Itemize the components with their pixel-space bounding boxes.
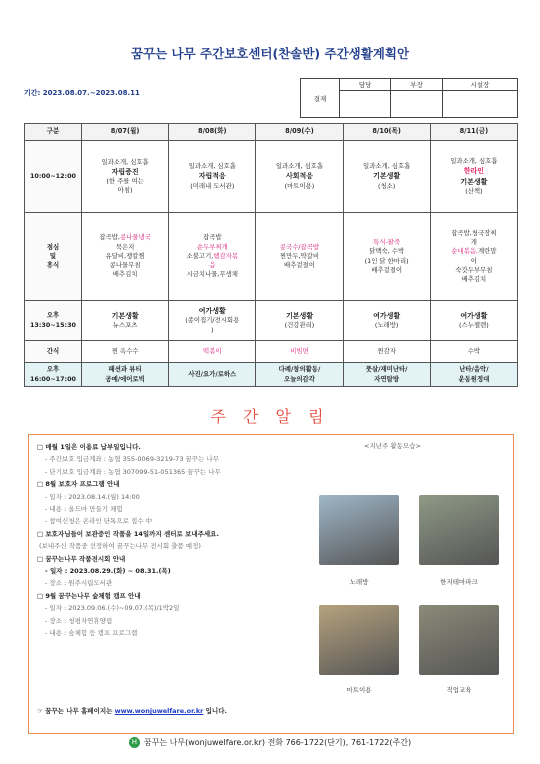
- center-logo-icon: H: [129, 737, 140, 748]
- notice-detail: - 주간보호 입금계좌 : 농협 355-0069-3219-73 꿈꾸는 나무: [45, 455, 219, 464]
- cell-line: 소불고기,: [186, 251, 214, 260]
- cell-line: 콩나물냉국: [119, 233, 151, 242]
- schedule-cell: [430, 213, 517, 301]
- homepage-line: [37, 705, 327, 717]
- schedule-cell: 수박: [430, 341, 517, 363]
- cell-line: 뉴스포츠: [112, 320, 138, 329]
- morning-row: [25, 141, 518, 213]
- notice-detail: - 장소 : 청평자연휴양림: [45, 616, 113, 625]
- cell-line: 아침): [117, 186, 133, 195]
- notice-detail: - 단기보호 입금계좌 : 농협 307099-51-051365 꿈꾸는 나무: [45, 467, 221, 476]
- cell-line: 16:00~17:00: [29, 374, 77, 383]
- cell-line: 일과소개, 심호흡: [363, 162, 411, 171]
- cell-line: 순대볶음,: [451, 247, 478, 256]
- notice-detail: (보내주신 작품중 선정하여 꿈꾸는나무 전시회 출품 예정): [39, 542, 201, 551]
- footer-text: 꿈꾸는 나무(wonjuwelfare.or.kr) 전화 766-1722(단기), 761-1722(주간): [143, 738, 412, 747]
- schedule-cell: [82, 301, 169, 341]
- photo-caption: 한지테마파크: [440, 578, 478, 586]
- header-cell: 8/09(수): [256, 124, 343, 141]
- notice-heading: □ 꿈꾸는나무 작품전시회 안내: [37, 554, 126, 563]
- approval-label: 결재: [301, 79, 340, 118]
- notice-detail: - 참여신청은 온라인 단톡으로 접수 中: [45, 517, 153, 526]
- schedule-cell: [82, 363, 169, 387]
- notice-detail: - 일자 : 2023.08.14.(월) 14:00: [45, 492, 140, 501]
- cell-line: 여가생활: [460, 311, 488, 320]
- approval-sign: [391, 91, 442, 118]
- notice-detail: - 장소 : 원주시립도서관: [45, 579, 113, 588]
- cell-line: 잡곡밥: [203, 233, 222, 242]
- activity-photo: [419, 495, 499, 565]
- snack-row: [25, 341, 518, 363]
- cell-line: 다례/창의활동/: [278, 365, 321, 374]
- cell-line: 풋살/재미난타/: [365, 365, 408, 374]
- cell-line: 일과소개, 심호흡: [275, 162, 324, 171]
- notice-title: 주 간 알 림: [210, 407, 330, 426]
- schedule-cell: [430, 301, 517, 341]
- cell-line: 숙갓두부무침: [455, 265, 493, 274]
- cell-line: 콩나물무침: [109, 261, 141, 270]
- approval-box: [300, 78, 518, 118]
- approval-sign: [442, 91, 517, 118]
- cell-line: 배추겉절이: [284, 261, 315, 270]
- cell-line: 공예/에어로빅: [105, 374, 145, 383]
- notice-heading: □ 8월 보호자 프로그램 안내: [37, 480, 120, 489]
- lunch-row: [25, 213, 518, 301]
- cell-line: 기본생활: [285, 311, 313, 320]
- notice-heading: □ 보호자님들이 보관중인 작품을 14일까지 센터로 보내주세요.: [37, 529, 219, 538]
- notice-detail: - 내용 : 올드마 만들기 체험: [45, 505, 123, 514]
- cell-line: 난타/음악/: [459, 365, 489, 374]
- cell-line: 오후: [46, 311, 60, 320]
- notice-list: [37, 441, 327, 640]
- approval-role: 부장: [391, 79, 442, 91]
- cell-line: 기본생활: [111, 311, 139, 320]
- cell-line: 계란말: [477, 247, 497, 256]
- cell-line: 13:30~15:30: [29, 320, 77, 329]
- cell-line: 자립증진: [111, 167, 139, 176]
- schedule-cell: [82, 141, 169, 213]
- cell-line: (청소): [377, 181, 396, 190]
- cell-line: (마트이용): [284, 181, 315, 190]
- cell-line: 및: [49, 251, 57, 260]
- cell-line: (산책): [465, 186, 483, 195]
- cell-line: (노래방): [374, 320, 399, 329]
- schedule-cell: [256, 141, 343, 213]
- header-cell: 8/10(목): [343, 124, 430, 141]
- cell-line: 운동원정대: [458, 374, 490, 383]
- schedule-cell: [82, 213, 169, 301]
- header-cell: 8/08(화): [169, 124, 256, 141]
- row-label: 10:00~12:00: [25, 141, 82, 213]
- cell-line: 자연탐방: [374, 374, 399, 383]
- header-cell: 8/11(금): [430, 124, 517, 141]
- header-cell: 구분: [25, 124, 82, 141]
- approval-role: 시설장: [442, 79, 517, 91]
- cell-line: 개: [470, 237, 477, 246]
- cell-line: 배추김치: [112, 270, 138, 279]
- activity-photo: [319, 495, 399, 565]
- schedule-cell: [343, 213, 430, 301]
- period-label: 기간: 2023.08.07.~2023.08.11: [24, 89, 140, 97]
- photo-caption: 노래방: [349, 578, 369, 586]
- homepage-link[interactable]: www.wonjuwelfare.or.kr: [114, 707, 204, 715]
- photo-caption: 마트이용: [346, 686, 372, 694]
- cell-line: 잡곡밥,: [99, 233, 120, 242]
- notice-heading: □ 9월 꿈꾸는나무 숲체험 캠프 안내: [37, 591, 141, 600]
- schedule-cell: 떡볶이: [169, 341, 256, 363]
- activity-photo: [419, 605, 499, 675]
- cell-line: 유달비,쟁칼찜: [105, 251, 145, 260]
- cell-line: 점심: [46, 242, 60, 251]
- homepage-suffix: 입니다.: [203, 707, 227, 715]
- cell-line: 자립적응: [198, 172, 226, 181]
- row-label: [25, 301, 82, 341]
- schedule-cell: [169, 301, 256, 341]
- cell-line: 콩국수/잡곡밥: [279, 242, 320, 251]
- cell-line: (1인 닭 한마리): [364, 256, 409, 265]
- notice-detail: - 일자 : 2023.08.29.(화) ~ 08.31.(목): [45, 567, 171, 576]
- cell-line: 기본생활: [460, 177, 488, 186]
- schedule-cell: [430, 141, 517, 213]
- activity-photo: [319, 605, 399, 675]
- row-label: [25, 363, 82, 387]
- cell-line: 한라인: [463, 167, 485, 176]
- cell-line: 오후: [46, 365, 60, 374]
- schedule-header-row: [25, 124, 518, 141]
- schedule-cell: [256, 213, 343, 301]
- cell-line: (한 주를 여는: [106, 176, 144, 185]
- notice-detail: - 일자 : 2023.09.06.(수)~09.07.(목)/1박2일: [45, 604, 180, 613]
- cell-line: 일과소개, 심호흡: [450, 157, 498, 166]
- cell-line: ): [211, 325, 214, 334]
- page-title: 꿈꾸는 나무 주간보호센터(찬솔반) 주간생활계획안: [130, 46, 410, 61]
- approval-sign: [340, 91, 391, 118]
- cell-line: 배추김치: [461, 275, 487, 284]
- schedule-cell: [430, 363, 517, 387]
- schedule-cell: 찐감자: [343, 341, 430, 363]
- cell-line: 패션과 뷰티: [108, 365, 142, 374]
- cell-line: (건강관리): [284, 320, 315, 329]
- notice-detail: - 내용 : 숲체험 등 캠프 프로그램: [45, 629, 138, 638]
- cell-line: 사진/요가/로하스: [188, 369, 237, 378]
- notice-box: [28, 434, 514, 734]
- cell-line: (종이접기/전시회용: [185, 316, 240, 325]
- approval-role: 담당: [340, 79, 391, 91]
- cell-line: 찐만두,약갈비: [279, 251, 319, 260]
- schedule-cell: [169, 363, 256, 387]
- cell-line: 햄감자볶: [213, 251, 238, 260]
- cell-line: 이: [470, 256, 477, 265]
- afternoon1-row: [25, 301, 518, 341]
- photo-caption: 직업교육: [446, 686, 472, 694]
- schedule-cell: [343, 301, 430, 341]
- cell-line: 음: [209, 261, 216, 270]
- cell-line: 순두부찌개: [196, 242, 228, 251]
- schedule-cell: [169, 141, 256, 213]
- schedule-cell: [256, 363, 343, 387]
- cell-line: (미래내 도서관): [190, 181, 235, 190]
- schedule-cell: [169, 213, 256, 301]
- footer: [0, 737, 540, 748]
- schedule-cell: [256, 301, 343, 341]
- cell-line: 기본생활: [373, 172, 401, 181]
- schedule-table: [24, 123, 518, 387]
- cell-line: 잡곡밥,청국장찌: [451, 228, 497, 237]
- cell-line: (스누젤렌): [459, 320, 489, 329]
- homepage-prefix: ☞ 꿈꾸는 나무 홈페이지는: [37, 707, 115, 715]
- schedule-cell: 비빔면: [256, 341, 343, 363]
- afternoon2-row: [25, 363, 518, 387]
- row-label: [25, 213, 82, 301]
- cell-line: 오늘의감각: [284, 374, 315, 383]
- cell-line: 휴식: [46, 261, 60, 270]
- cell-line: 사회적응: [285, 172, 313, 181]
- header-cell: 8/07(월): [82, 124, 169, 141]
- cell-line: 배추겉절이: [371, 265, 403, 274]
- schedule-cell: 찐 옥수수: [82, 341, 169, 363]
- row-label: 간식: [25, 341, 82, 363]
- cell-line: 묵은지: [115, 242, 135, 251]
- cell-line: 여가생활: [373, 311, 401, 320]
- schedule-cell: [343, 141, 430, 213]
- cell-line: 일과소개, 심호흡: [188, 162, 236, 171]
- photos-title: <지난주 활동모습>: [364, 442, 421, 450]
- cell-line: 일과소개, 심호흡: [101, 157, 149, 166]
- notice-heading: □ 매월 1일은 이용료 납부일입니다.: [37, 443, 141, 451]
- cell-line: 닭백숙, 수박: [369, 247, 405, 256]
- cell-line: 특식-팥죽: [373, 237, 401, 246]
- cell-line: 시금치나물,무생채: [186, 270, 238, 279]
- cell-line: 여가생활: [198, 307, 226, 316]
- schedule-cell: [343, 363, 430, 387]
